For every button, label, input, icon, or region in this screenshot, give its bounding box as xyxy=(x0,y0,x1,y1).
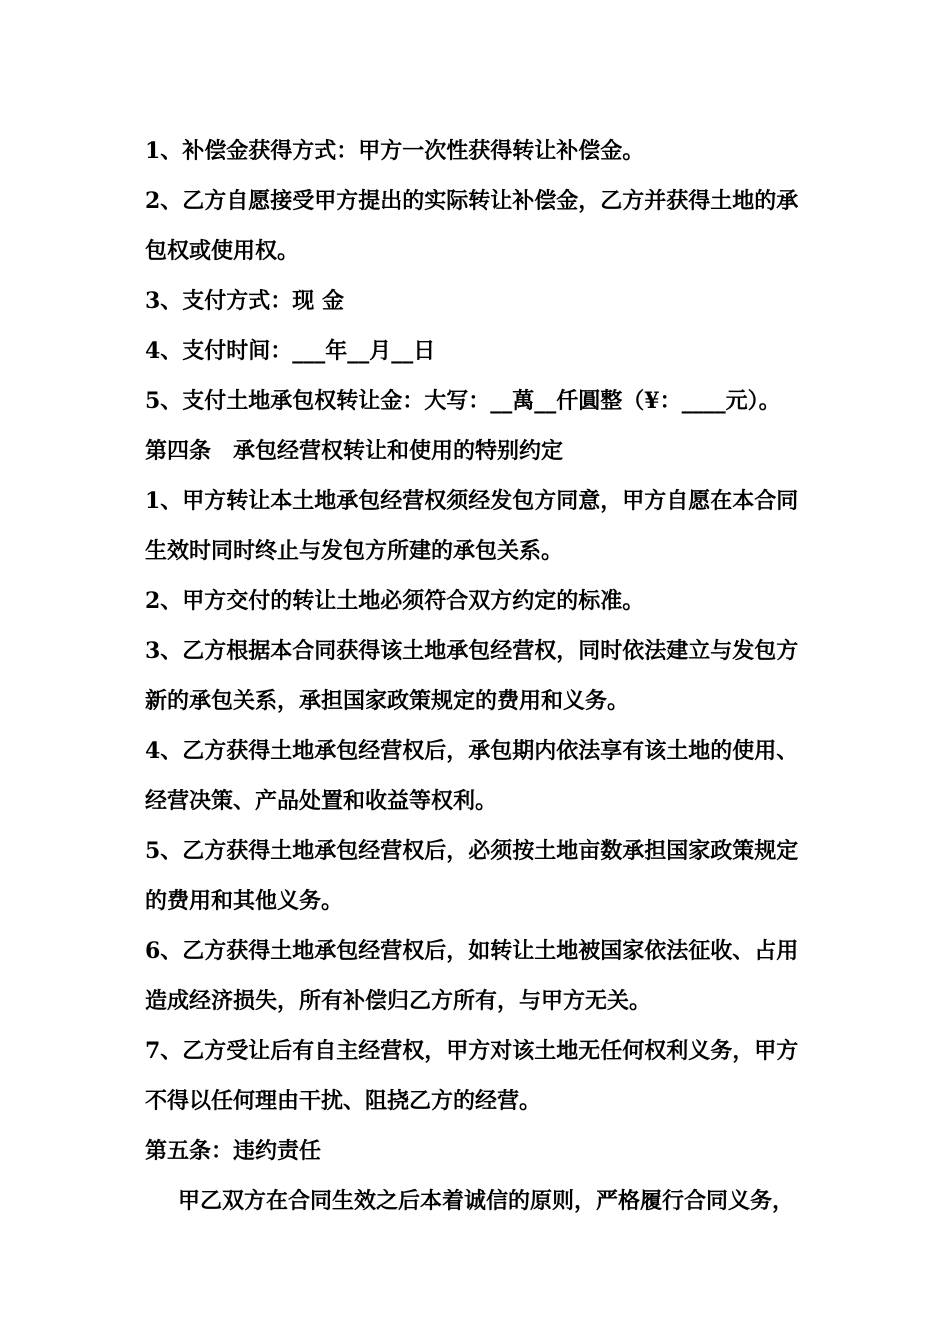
clause-3-item-1: 1、补偿金获得方式：甲方一次性获得转让补偿金。 xyxy=(145,138,645,164)
clause-3-item-2-line-1: 2、乙方自愿接受甲方提出的实际转让补偿金，乙方并获得土地的承 xyxy=(145,188,799,214)
article-4-item-3-line-1: 3、乙方根据本合同获得该土地承包经营权，同时依法建立与发包方 xyxy=(145,638,799,664)
clause-3-item-2-line-2: 包权或使用权。 xyxy=(145,238,300,264)
clause-3-item-5: 5、支付土地承包权转让金：大写：__萬__仟圓整（¥：____元）。 xyxy=(145,388,781,414)
article-5-heading: 第五条：违约责任 xyxy=(145,1138,322,1164)
article-4-item-5-line-2: 的费用和其他义务。 xyxy=(145,888,344,914)
article-4-item-7-line-2: 不得以任何理由干扰、阻挠乙方的经营。 xyxy=(145,1088,542,1114)
article-4-item-6-line-2: 造成经济损失，所有补偿归乙方所有，与甲方无关。 xyxy=(145,988,652,1014)
clause-3-item-4: 4、支付时间：___年__月__日 xyxy=(145,338,436,364)
article-4-item-6-line-1: 6、乙方获得土地承包经营权后，如转让土地被国家依法征收、占用 xyxy=(145,938,799,964)
document-body xyxy=(145,126,810,1226)
article-4-item-1-line-2: 生效时同时终止与发包方所建的承包关系。 xyxy=(145,538,564,564)
article-4-item-5-line-1: 5、乙方获得土地承包经营权后，必须按土地亩数承担国家政策规定 xyxy=(145,838,799,864)
article-4-item-4-line-2: 经营决策、产品处置和收益等权利。 xyxy=(145,788,498,814)
article-4-item-3-line-2: 新的承包关系，承担国家政策规定的费用和义务。 xyxy=(145,688,630,714)
article-4-heading: 第四条 承包经营权转让和使用的特别约定 xyxy=(145,438,564,464)
article-4-item-7-line-1: 7、乙方受让后有自主经营权，甲方对该土地无任何权利义务，甲方 xyxy=(145,1038,799,1064)
article-4-item-4-line-1: 4、乙方获得土地承包经营权后，承包期内依法享有该土地的使用、 xyxy=(145,738,799,764)
article-4-item-2: 2、甲方交付的转让土地必须符合双方约定的标准。 xyxy=(145,588,645,614)
article-5-paragraph-line-1: 甲乙双方在合同生效之后本着诚信的原则，严格履行合同义务， xyxy=(178,1188,795,1214)
clause-3-item-3: 3、支付方式：现 金 xyxy=(145,288,344,314)
article-4-item-1-line-1: 1、甲方转让本土地承包经营权须经发包方同意，甲方自愿在本合同 xyxy=(145,488,799,514)
